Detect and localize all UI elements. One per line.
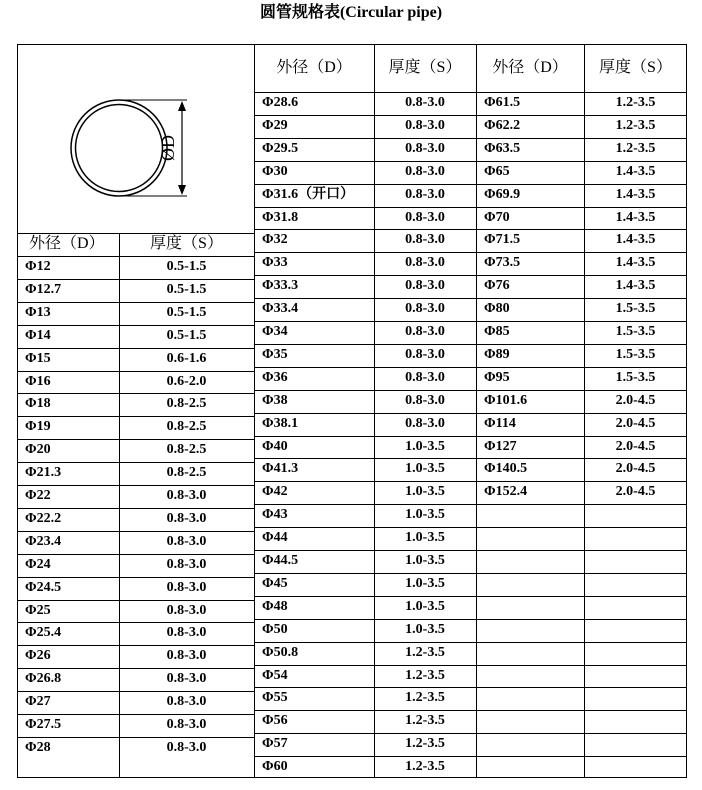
- outer-diameter-cell: Φ24.5: [25, 579, 62, 595]
- outer-diameter-cell: Φ20: [25, 442, 51, 458]
- outer-diameter-cell: Φ22.2: [25, 510, 62, 526]
- outer-diameter-cell: Φ80: [484, 301, 510, 317]
- outer-diameter-cell: Φ25: [25, 602, 51, 618]
- thickness-cell: 1.2-3.5: [615, 140, 656, 156]
- thickness-cell: 0.8-3.0: [166, 648, 207, 664]
- outer-diameter-cell: Φ152.4: [484, 484, 528, 500]
- outer-diameter-cell: Φ21.3: [25, 465, 62, 481]
- outer-diameter-cell: Φ15: [25, 350, 51, 366]
- outer-diameter-cell: Φ44: [262, 530, 288, 546]
- thickness-cell: 0.5-1.5: [166, 281, 207, 297]
- pipe-outer-circle: [71, 100, 167, 196]
- thickness-cell: 0.8-3.0: [405, 415, 445, 431]
- thickness-cell: 1.0-3.5: [405, 553, 445, 568]
- thickness-cell: 2.0-4.5: [615, 484, 656, 500]
- header-outer-diameter: 外径（D）: [29, 235, 105, 253]
- page-title: 圆管规格表(Circular pipe): [259, 4, 443, 21]
- outer-diameter-cell: Φ27.5: [25, 717, 62, 732]
- outer-diameter-cell: Φ27: [25, 694, 51, 710]
- grid-line-horizontal: [476, 550, 687, 551]
- header-thickness: 厚度（S）: [388, 59, 462, 76]
- outer-diameter-cell: Φ33: [262, 255, 288, 271]
- thickness-cell: 0.8-3.0: [405, 95, 445, 110]
- outer-diameter-cell: Φ114: [484, 415, 516, 431]
- outer-diameter-cell: Φ29: [262, 117, 288, 133]
- thickness-cell: 2.0-4.5: [615, 415, 656, 431]
- thickness-cell: 0.8-3.0: [405, 301, 445, 317]
- thickness-cell: 1.4-3.5: [615, 232, 656, 248]
- thickness-cell: 0.8-3.0: [166, 533, 207, 549]
- grid-line-horizontal: [476, 619, 687, 620]
- outer-diameter-cell: Φ41.3: [262, 461, 299, 477]
- thickness-cell: 1.0-3.5: [405, 438, 445, 454]
- thickness-cell: 1.0-3.5: [405, 507, 445, 523]
- outer-diameter-cell: Φ26: [25, 648, 51, 664]
- outer-diameter-cell: Φ44.5: [262, 553, 299, 568]
- thickness-cell: 0.8-3.0: [405, 369, 445, 385]
- outer-diameter-cell: Φ32: [262, 232, 288, 248]
- outer-diameter-cell: Φ57: [262, 736, 288, 752]
- outer-diameter-cell: Φ50.8: [262, 644, 299, 660]
- thickness-cell: 0.8-3.0: [166, 694, 207, 710]
- outer-diameter-cell: Φ31.6（开口）: [262, 186, 355, 202]
- thickness-cell: 1.0-3.5: [405, 575, 445, 591]
- outer-diameter-cell: Φ42: [262, 484, 288, 500]
- outer-diameter-cell: Φ33.4: [262, 301, 299, 317]
- thickness-cell: 1.0-3.5: [405, 598, 445, 614]
- outer-diameter-cell: Φ54: [262, 667, 288, 683]
- thickness-cell: 1.0-3.5: [405, 484, 445, 500]
- thickness-cell: 0.6-1.6: [166, 350, 207, 366]
- outer-diameter-cell: Φ14: [25, 327, 51, 343]
- outer-diameter-cell: Φ55: [262, 690, 288, 706]
- outer-diameter-cell: Φ140.5: [484, 461, 528, 477]
- outer-diameter-cell: Φ62.2: [484, 117, 521, 133]
- outer-diameter-cell: Φ63.5: [484, 140, 521, 156]
- thickness-cell: 1.4-3.5: [615, 209, 656, 225]
- thickness-cell: 0.8-3.0: [405, 209, 445, 225]
- outer-diameter-cell: Φ12: [25, 259, 51, 274]
- thickness-cell: 0.8-3.0: [166, 488, 207, 503]
- thickness-cell: 1.5-3.5: [615, 301, 656, 317]
- outer-diameter-cell: Φ31.8: [262, 209, 299, 225]
- thickness-cell: 0.8-3.0: [405, 324, 445, 339]
- thickness-cell: 0.8-2.5: [166, 396, 207, 412]
- thickness-cell: 1.4-3.5: [615, 278, 656, 294]
- thickness-cell: 1.5-3.5: [615, 346, 656, 362]
- thickness-cell: 0.8-3.0: [405, 232, 445, 248]
- thickness-cell: 1.2-3.5: [615, 117, 656, 133]
- outer-diameter-cell: Φ76: [484, 278, 510, 294]
- outer-diameter-cell: Φ73.5: [484, 255, 521, 271]
- thickness-cell: 1.0-3.5: [405, 621, 445, 637]
- outer-diameter-cell: Φ95: [484, 369, 510, 385]
- thickness-cell: 2.0-4.5: [615, 461, 656, 477]
- outer-diameter-cell: Φ40: [262, 438, 288, 454]
- thickness-cell: 0.5-1.5: [166, 327, 207, 343]
- grid-line-horizontal: [476, 756, 687, 757]
- outer-diameter-cell: Φ65: [484, 163, 510, 179]
- thickness-cell: 0.8-3.0: [166, 510, 207, 526]
- thickness-cell: 1.2-3.5: [615, 95, 656, 110]
- thickness-cell: 0.8-3.0: [166, 602, 207, 618]
- pipe-cross-section-diagram: [17, 44, 254, 254]
- outer-diameter-cell: Φ89: [484, 346, 510, 362]
- grid-line-horizontal: [476, 596, 687, 597]
- thickness-cell: 0.8-3.0: [405, 186, 445, 202]
- outer-diameter-cell: Φ22: [25, 488, 51, 503]
- outer-diameter-cell: Φ85: [484, 324, 510, 339]
- grid-line-horizontal: [476, 642, 687, 643]
- outer-diameter-cell: Φ38: [262, 392, 288, 408]
- outer-diameter-cell: Φ50: [262, 621, 288, 637]
- thickness-cell: 0.8-3.0: [166, 625, 207, 641]
- grid-line-horizontal: [476, 504, 687, 505]
- outer-diameter-cell: Φ18: [25, 396, 51, 412]
- thickness-cell: 0.8-3.0: [405, 346, 445, 362]
- thickness-cell: 0.8-3.0: [405, 163, 445, 179]
- thickness-cell: 0.8-3.0: [405, 140, 445, 156]
- dimension-label: ØD: [158, 135, 178, 161]
- thickness-cell: 0.8-3.0: [405, 278, 445, 294]
- thickness-cell: 0.8-2.5: [166, 442, 207, 458]
- outer-diameter-cell: Φ48: [262, 598, 288, 614]
- thickness-cell: 1.2-3.5: [405, 713, 445, 729]
- spec-table: [17, 44, 687, 778]
- header-outer-diameter: 外径（D）: [492, 59, 568, 76]
- outer-diameter-cell: Φ38.1: [262, 415, 299, 431]
- thickness-cell: 1.5-3.5: [615, 369, 656, 385]
- thickness-cell: 0.8-3.0: [166, 579, 207, 595]
- outer-diameter-cell: Φ12.7: [25, 281, 62, 297]
- thickness-cell: 1.4-3.5: [615, 186, 656, 202]
- outer-diameter-cell: Φ35: [262, 346, 288, 362]
- thickness-cell: 0.8-3.0: [166, 556, 207, 572]
- thickness-cell: 0.8-3.0: [166, 671, 207, 687]
- outer-diameter-cell: Φ28: [25, 739, 51, 755]
- outer-diameter-cell: Φ29.5: [262, 140, 299, 156]
- header-thickness: 厚度（S）: [599, 59, 672, 76]
- header-thickness: 厚度（S）: [150, 235, 223, 253]
- outer-diameter-cell: Φ127: [484, 438, 517, 454]
- thickness-cell: 0.8-3.0: [166, 739, 207, 755]
- thickness-cell: 1.0-3.5: [405, 530, 445, 546]
- outer-diameter-cell: Φ43: [262, 507, 288, 523]
- outer-diameter-cell: Φ36: [262, 369, 288, 385]
- grid-line-horizontal: [476, 710, 687, 711]
- thickness-cell: 1.4-3.5: [615, 163, 656, 179]
- outer-diameter-cell: Φ70: [484, 209, 510, 225]
- outer-diameter-cell: Φ71.5: [484, 232, 521, 248]
- thickness-cell: 0.5-1.5: [166, 259, 207, 274]
- outer-diameter-cell: Φ101.6: [484, 392, 528, 408]
- thickness-cell: 1.2-3.5: [405, 736, 445, 752]
- grid-line-horizontal: [476, 527, 687, 528]
- outer-diameter-cell: Φ69.9: [484, 186, 521, 202]
- thickness-cell: 1.2-3.5: [405, 759, 445, 775]
- thickness-cell: 1.5-3.5: [615, 324, 656, 339]
- thickness-cell: 0.8-2.5: [166, 465, 207, 481]
- outer-diameter-cell: Φ25.4: [25, 625, 62, 641]
- thickness-cell: 0.8-3.0: [405, 255, 445, 271]
- outer-diameter-cell: Φ19: [25, 419, 51, 435]
- grid-line-horizontal: [476, 687, 687, 688]
- outer-diameter-cell: Φ28.6: [262, 95, 299, 110]
- grid-line-horizontal: [476, 573, 687, 574]
- outer-diameter-cell: Φ61.5: [484, 95, 521, 110]
- thickness-cell: 0.8-2.5: [166, 419, 207, 435]
- outer-diameter-cell: Φ56: [262, 713, 288, 729]
- thickness-cell: 1.0-3.5: [405, 461, 445, 477]
- outer-diameter-cell: Φ60: [262, 759, 288, 775]
- pipe-inner-circle: [76, 105, 163, 192]
- thickness-cell: 1.4-3.5: [615, 255, 656, 271]
- outer-diameter-cell: Φ23.4: [25, 533, 62, 549]
- outer-diameter-cell: Φ45: [262, 575, 288, 591]
- outer-diameter-cell: Φ16: [25, 373, 51, 389]
- outer-diameter-cell: Φ24: [25, 556, 51, 572]
- grid-line-horizontal: [476, 733, 687, 734]
- thickness-cell: 0.8-3.0: [166, 717, 207, 732]
- thickness-cell: 1.2-3.5: [405, 644, 445, 660]
- outer-diameter-cell: Φ30: [262, 163, 288, 179]
- outer-diameter-cell: Φ33.3: [262, 278, 299, 294]
- thickness-cell: 0.6-2.0: [166, 373, 207, 389]
- thickness-cell: 0.5-1.5: [166, 304, 207, 320]
- outer-diameter-cell: Φ26.8: [25, 671, 62, 687]
- outer-diameter-cell: Φ13: [25, 304, 51, 320]
- grid-line-horizontal: [476, 665, 687, 666]
- outer-diameter-cell: Φ34: [262, 324, 288, 339]
- thickness-cell: 0.8-3.0: [405, 392, 445, 408]
- thickness-cell: 1.2-3.5: [405, 667, 445, 683]
- thickness-cell: 2.0-4.5: [615, 392, 656, 408]
- thickness-cell: 0.8-3.0: [405, 117, 445, 133]
- header-outer-diameter: 外径（D）: [276, 59, 352, 76]
- thickness-cell: 1.2-3.5: [405, 690, 445, 706]
- thickness-cell: 2.0-4.5: [615, 438, 656, 454]
